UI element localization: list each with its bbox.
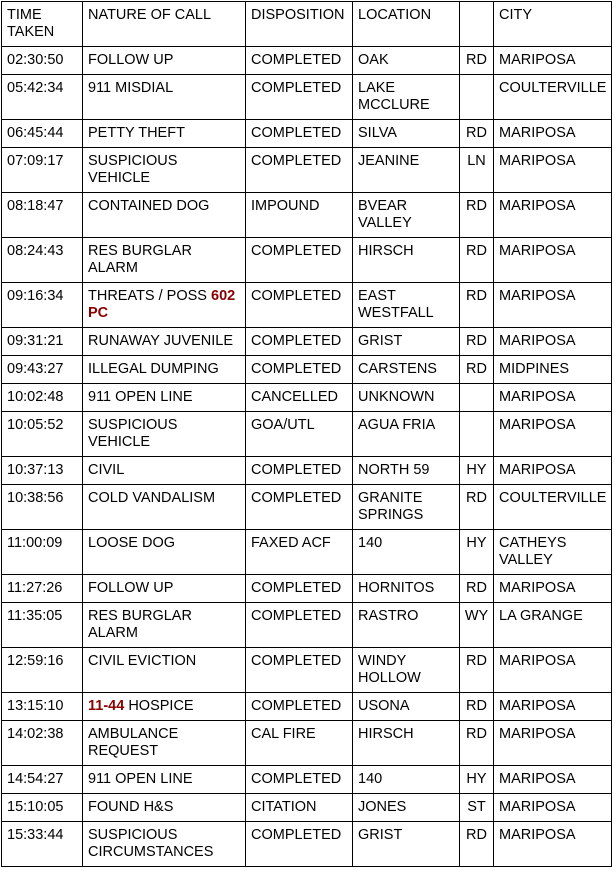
cell-nature: CONTAINED DOG — [83, 193, 246, 238]
cell-disposition: CANCELLED — [246, 384, 353, 412]
nature-code-highlight: 11-44 — [88, 698, 125, 714]
cell-suffix: RD — [460, 193, 494, 238]
cell-time: 10:38:56 — [2, 485, 83, 530]
cell-city: MARIPOSA — [494, 238, 612, 283]
cell-suffix — [460, 412, 494, 457]
cell-disposition: COMPLETED — [246, 47, 353, 75]
cell-suffix: WY — [460, 603, 494, 648]
cell-disposition: COMPLETED — [246, 457, 353, 485]
cell-suffix: RD — [460, 283, 494, 328]
nature-text: HOSPICE — [124, 698, 194, 714]
table-row — [2, 530, 612, 575]
cell-time: 07:09:17 — [2, 148, 83, 193]
cell-disposition: COMPLETED — [246, 575, 353, 603]
table-row — [2, 766, 612, 794]
cell-nature: 911 OPEN LINE — [83, 766, 246, 794]
cell-disposition: COMPLETED — [246, 120, 353, 148]
cell-nature: SUSPICIOUS VEHICLE — [83, 148, 246, 193]
cell-city: MARIPOSA — [494, 693, 612, 721]
cell-disposition: COMPLETED — [246, 75, 353, 120]
cell-disposition: COMPLETED — [246, 693, 353, 721]
cell-location: 140 — [353, 530, 460, 575]
cell-time: 13:15:10 — [2, 693, 83, 721]
cell-time: 05:42:34 — [2, 75, 83, 120]
cell-disposition: CITATION — [246, 794, 353, 822]
cell-city: MARIPOSA — [494, 384, 612, 412]
cell-suffix: HY — [460, 766, 494, 794]
cell-location: USONA — [353, 693, 460, 721]
cell-disposition: GOA/UTL — [246, 412, 353, 457]
cell-location: CARSTENS — [353, 356, 460, 384]
cell-time: 14:54:27 — [2, 766, 83, 794]
header-suffix — [460, 2, 494, 47]
cell-nature: RES BURGLAR ALARM — [83, 603, 246, 648]
cell-time: 08:18:47 — [2, 193, 83, 238]
cell-location: GRIST — [353, 822, 460, 867]
cell-suffix: RD — [460, 47, 494, 75]
table-row — [2, 412, 612, 457]
table-row — [2, 485, 612, 530]
table-row — [2, 356, 612, 384]
cell-suffix: RD — [460, 356, 494, 384]
cell-disposition: COMPLETED — [246, 485, 353, 530]
cell-nature: LOOSE DOG — [83, 530, 246, 575]
cell-time: 08:24:43 — [2, 238, 83, 283]
call-log-table — [1, 1, 612, 867]
cell-suffix: RD — [460, 648, 494, 693]
cell-city: MARIPOSA — [494, 794, 612, 822]
cell-time: 06:45:44 — [2, 120, 83, 148]
header-disposition: DISPOSITION — [246, 2, 353, 47]
cell-disposition: COMPLETED — [246, 328, 353, 356]
cell-city: MARIPOSA — [494, 721, 612, 766]
cell-city: MARIPOSA — [494, 822, 612, 867]
cell-city: MARIPOSA — [494, 283, 612, 328]
cell-suffix: RD — [460, 485, 494, 530]
cell-disposition: COMPLETED — [246, 603, 353, 648]
cell-location: GRIST — [353, 328, 460, 356]
cell-suffix: RD — [460, 575, 494, 603]
cell-nature: ILLEGAL DUMPING — [83, 356, 246, 384]
cell-nature — [83, 693, 246, 721]
cell-disposition: COMPLETED — [246, 648, 353, 693]
cell-suffix: ST — [460, 794, 494, 822]
cell-disposition: IMPOUND — [246, 193, 353, 238]
cell-location: WINDY HOLLOW — [353, 648, 460, 693]
cell-suffix — [460, 75, 494, 120]
table-row — [2, 603, 612, 648]
cell-time: 11:35:05 — [2, 603, 83, 648]
cell-location: JEANINE — [353, 148, 460, 193]
cell-location: HORNITOS — [353, 575, 460, 603]
cell-location: SILVA — [353, 120, 460, 148]
cell-disposition: FAXED ACF — [246, 530, 353, 575]
cell-suffix: HY — [460, 457, 494, 485]
cell-nature: SUSPICIOUS VEHICLE — [83, 412, 246, 457]
cell-location: OAK — [353, 47, 460, 75]
cell-nature: AMBULANCE REQUEST — [83, 721, 246, 766]
cell-city: MARIPOSA — [494, 648, 612, 693]
cell-disposition: COMPLETED — [246, 822, 353, 867]
cell-location: EAST WESTFALL — [353, 283, 460, 328]
cell-suffix: HY — [460, 530, 494, 575]
cell-city: MIDPINES — [494, 356, 612, 384]
table-row — [2, 328, 612, 356]
table-row — [2, 822, 612, 867]
cell-nature: 911 MISDIAL — [83, 75, 246, 120]
cell-location: LAKE MCCLURE — [353, 75, 460, 120]
cell-city: MARIPOSA — [494, 328, 612, 356]
cell-location: AGUA FRIA — [353, 412, 460, 457]
cell-location: JONES — [353, 794, 460, 822]
cell-time: 10:05:52 — [2, 412, 83, 457]
cell-nature: RUNAWAY JUVENILE — [83, 328, 246, 356]
cell-time: 14:02:38 — [2, 721, 83, 766]
table-row — [2, 120, 612, 148]
cell-disposition: COMPLETED — [246, 283, 353, 328]
cell-time: 10:37:13 — [2, 457, 83, 485]
cell-nature: PETTY THEFT — [83, 120, 246, 148]
cell-city: MARIPOSA — [494, 120, 612, 148]
cell-city: COULTERVILLE — [494, 485, 612, 530]
cell-time: 15:33:44 — [2, 822, 83, 867]
cell-location: UNKNOWN — [353, 384, 460, 412]
cell-suffix: RD — [460, 238, 494, 283]
cell-nature: CIVIL — [83, 457, 246, 485]
cell-city: COULTERVILLE — [494, 75, 612, 120]
cell-suffix — [460, 384, 494, 412]
cell-city: MARIPOSA — [494, 457, 612, 485]
table-row — [2, 575, 612, 603]
header-nature: NATURE OF CALL — [83, 2, 246, 47]
cell-disposition: COMPLETED — [246, 238, 353, 283]
cell-location: HIRSCH — [353, 721, 460, 766]
cell-disposition: CAL FIRE — [246, 721, 353, 766]
cell-location: 140 — [353, 766, 460, 794]
cell-nature: 911 OPEN LINE — [83, 384, 246, 412]
table-row — [2, 283, 612, 328]
header-city: CITY — [494, 2, 612, 47]
cell-nature — [83, 283, 246, 328]
nature-code-highlight: 602 PC — [88, 288, 236, 321]
table-row — [2, 148, 612, 193]
cell-suffix: RD — [460, 328, 494, 356]
table-row — [2, 648, 612, 693]
cell-nature: CIVIL EVICTION — [83, 648, 246, 693]
header-location: LOCATION — [353, 2, 460, 47]
cell-city: MARIPOSA — [494, 47, 612, 75]
cell-location: NORTH 59 — [353, 457, 460, 485]
header-time: TIME TAKEN — [2, 2, 83, 47]
cell-suffix: RD — [460, 822, 494, 867]
cell-nature: COLD VANDALISM — [83, 485, 246, 530]
cell-city: CATHEYS VALLEY — [494, 530, 612, 575]
cell-city: MARIPOSA — [494, 193, 612, 238]
cell-city: MARIPOSA — [494, 766, 612, 794]
table-row — [2, 193, 612, 238]
cell-nature: FOLLOW UP — [83, 575, 246, 603]
cell-suffix: RD — [460, 120, 494, 148]
table-row — [2, 794, 612, 822]
cell-city: LA GRANGE — [494, 603, 612, 648]
cell-disposition: COMPLETED — [246, 356, 353, 384]
table-row — [2, 75, 612, 120]
cell-suffix: LN — [460, 148, 494, 193]
cell-time: 02:30:50 — [2, 47, 83, 75]
cell-location: BVEAR VALLEY — [353, 193, 460, 238]
cell-city: MARIPOSA — [494, 412, 612, 457]
table-row — [2, 457, 612, 485]
cell-time: 11:00:09 — [2, 530, 83, 575]
table-row — [2, 47, 612, 75]
cell-time: 09:16:34 — [2, 283, 83, 328]
table-row — [2, 384, 612, 412]
cell-city: MARIPOSA — [494, 575, 612, 603]
cell-suffix: RD — [460, 721, 494, 766]
cell-location: GRANITE SPRINGS — [353, 485, 460, 530]
cell-disposition: COMPLETED — [246, 766, 353, 794]
cell-time: 09:31:21 — [2, 328, 83, 356]
cell-nature: SUSPICIOUS CIRCUMSTANCES — [83, 822, 246, 867]
cell-time: 12:59:16 — [2, 648, 83, 693]
cell-nature: FOLLOW UP — [83, 47, 246, 75]
table-row — [2, 721, 612, 766]
nature-text: THREATS / POSS — [88, 288, 212, 304]
cell-time: 09:43:27 — [2, 356, 83, 384]
table-row — [2, 238, 612, 283]
cell-time: 10:02:48 — [2, 384, 83, 412]
cell-location: RASTRO — [353, 603, 460, 648]
table-row — [2, 693, 612, 721]
header-row — [2, 2, 612, 47]
cell-city: MARIPOSA — [494, 148, 612, 193]
cell-time: 11:27:26 — [2, 575, 83, 603]
cell-disposition: COMPLETED — [246, 148, 353, 193]
cell-nature: RES BURGLAR ALARM — [83, 238, 246, 283]
cell-location: HIRSCH — [353, 238, 460, 283]
cell-suffix: RD — [460, 693, 494, 721]
cell-nature: FOUND H&S — [83, 794, 246, 822]
cell-time: 15:10:05 — [2, 794, 83, 822]
